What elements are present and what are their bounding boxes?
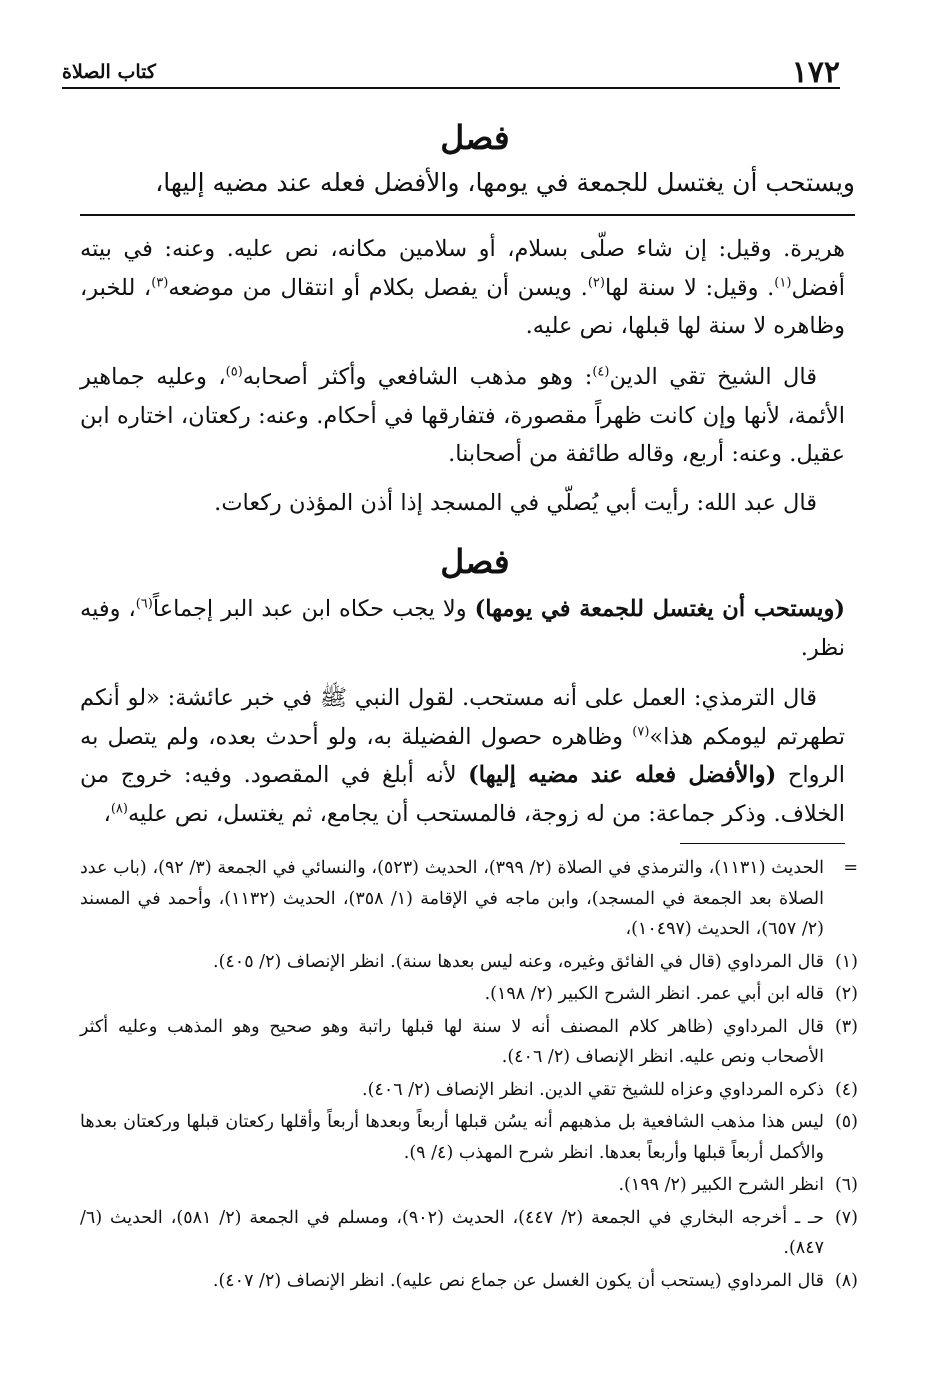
commentary-paragraph-5 [80, 679, 845, 833]
text-run: ، وفيه نظر. [80, 596, 845, 661]
header-rule-segment [820, 87, 840, 89]
footnote-number: (١) [834, 951, 858, 972]
footnote-rule [680, 843, 845, 844]
footnote-item [80, 979, 858, 1010]
footnote-item [80, 1170, 858, 1201]
text-run: ، [103, 800, 111, 827]
text-run: . ويسن أن يفصل بكلام أو انتقال من موضعه [168, 274, 588, 301]
footnote-ref: (١) [774, 275, 792, 291]
footnote-text: حـ ـ أخرجه البخاري في الجمعة (٢/ ٤٤٧)، الحديث (٩٠٢)، ومسلم في الجمعة (٢/ ٥٨١)، الحديث (٦/ ٨٤٧). [80, 1207, 824, 1258]
footnote-number: (٨) [834, 1270, 858, 1291]
text-run: قال الشيخ تقي الدين [609, 364, 817, 390]
text-run: ، وعليه جماهير الأئمة، لأنها وإن كانت ظهراً مقصورة، فتفارقها في أحكام. وعنه: ركعتان، اختاره ابن عقيل. وعنه: أربع، وقاله طائفة من أصحابنا. [80, 364, 845, 468]
commentary-paragraph-2 [80, 358, 845, 474]
footnote-number: (٥) [834, 1112, 858, 1132]
text-run: هريرة. وقيل: إن شاء صلّى بسلام، أو سلامين مكانه، نص عليه. وعنه: في بيته أفضل [80, 236, 845, 301]
footnotes [80, 853, 858, 1298]
text-run: قال الترمذي: العمل على أنه مستحب. لقول النبي ﷺ في خبر عائشة: «لو أنكم تطهرتم ليومكم هذا» [80, 685, 845, 750]
text-run: . وقيل: لا سنة لها [604, 274, 775, 301]
footnote-ref: (٧) [632, 724, 650, 740]
text-run: لأنه أبلغ في المقصود. وفيه: خروج من الخلاف. وذكر جماعة: من له زوجة، فالمستحب أن يجامع، ثم يغتسل، نص عليه [80, 762, 845, 827]
footnote-item [80, 1266, 858, 1297]
footnote-item [80, 1107, 858, 1168]
footnote-number: (٧) [834, 1207, 858, 1228]
matn-rule [80, 214, 855, 216]
text-run: : وهو مذهب الشافعي وأكثر أصحابه [242, 364, 593, 390]
footnote-text: قال المرداوي (ظاهر كلام المصنف أنه لا سنة لها قبلها راتبة وهو صحيح وهو المذهب وعليه أكثر الأصحاب ونص عليه. انظر الإنصاف (٢/ ٤٠٦). [80, 1016, 824, 1067]
footnote-item [80, 1012, 858, 1073]
footnote-text: ذكره المرداوي وعزاه للشيخ تقي الدين. انظر الإنصاف (٢/ ٤٠٦). [362, 1079, 824, 1100]
footnote-number: = [843, 858, 858, 878]
header-rule [62, 87, 832, 89]
book-title: كتاب الصلاة [62, 61, 156, 83]
footnote-number: (٤) [834, 1079, 858, 1100]
matn-text: ويستحب أن يغتسل للجمعة في يومها، والأفضل فعله عند مضيه إليها، [155, 168, 855, 197]
quoted-matn: (ويستحب أن يغتسل للجمعة في يومها) [474, 596, 845, 622]
footnote-text: ليس هذا مذهب الشافعية بل مذهبهم أنه يسُن قبلها أربعاً وبعدها أربعاً وأقلها ركعتان قبلها وركعتان بعدها والأكمل أربعاً قبلها وأربعاً بعدها. انظر شرح المهذب (٤/ ٩). [80, 1112, 824, 1163]
quoted-matn: (والأفضل فعله عند مضيه إليها) [468, 762, 777, 789]
footnote-text: قال المرداوي (يستحب أن يكون الغسل عن جماع نص عليه). انظر الإنصاف (٢/ ٤٠٧). [212, 1270, 824, 1291]
footnote-item [80, 947, 858, 978]
footnote-number: (٣) [834, 1016, 858, 1037]
section-heading: فصل [440, 118, 510, 157]
footnote-ref: (٥) [225, 364, 243, 380]
footnote-number: (٢) [834, 984, 858, 1004]
section-heading-2: فصل [440, 542, 510, 581]
footnote-ref: (٣) [151, 275, 169, 291]
page-number: ١٧٢ [791, 55, 840, 90]
footnote-number: (٦) [834, 1175, 858, 1195]
text-run: ولا يجب حكاه ابن عبد البر إجماعاً [152, 596, 475, 622]
running-header [62, 55, 840, 95]
text-run: ، للخبر، وظاهره لا سنة لها قبلها، نص عليه. [80, 274, 845, 340]
footnote-ref: (٦) [135, 596, 153, 612]
footnote-ref: (٤) [592, 364, 610, 380]
footnote-text: الحديث (١١٣١)، والترمذي في الصلاة (٢/ ٣٩٩)، الحديث (٥٢٣)، والنسائي في الجمعة (٣/ ٩٢)، (باب عدد الصلاة بعد الجمعة في المسجد)، وابن ماجه في الإقامة (١/ ٣٥٨)، الحديث (١١٣٢)، وأحمد في المسند (٢/ ٦٥٧)، الحديث (١٠٤٩٧)، [80, 858, 825, 939]
commentary-paragraph-1 [80, 230, 845, 346]
footnote-ref: (٨) [110, 801, 128, 817]
footnote-text: انظر الشرح الكبير (٢/ ١٩٩). [618, 1175, 824, 1195]
footnote-item [80, 1203, 858, 1264]
commentary-paragraph-4 [80, 590, 845, 667]
footnote-item [80, 1075, 858, 1106]
footnote-text: قاله ابن أبي عمر. انظر الشرح الكبير (٢/ ١٩٨). [484, 984, 824, 1004]
commentary-paragraph-3: قال عبد الله: رأيت أبي يُصلّي في المسجد إذا أذن المؤذن ركعات. [214, 490, 817, 516]
footnote-ref: (٢) [587, 275, 605, 291]
footnote-text: قال المرداوي (قال في الفائق وغيره، وعنه ليس بعدها سنة). انظر الإنصاف (٢/ ٤٠٥). [213, 951, 824, 972]
text-run: وظاهره حصول الفضيلة به، ولو أحدث بعده، ولم يتصل به الرواح [80, 723, 845, 789]
footnote-item [80, 853, 858, 945]
